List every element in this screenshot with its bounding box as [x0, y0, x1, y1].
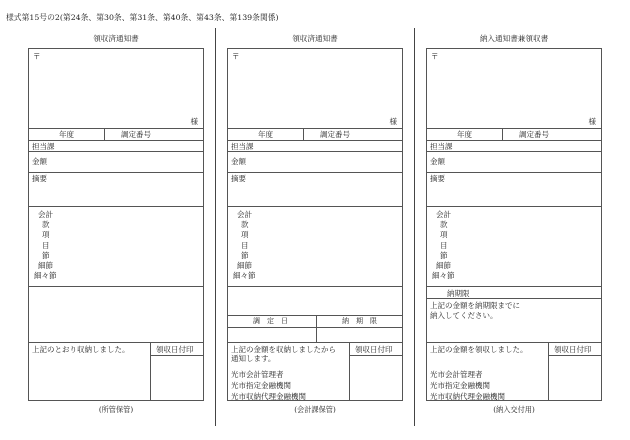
bank-line-1: 光市会計管理者: [231, 370, 284, 379]
department-label: 担当課: [231, 142, 254, 151]
amount-label: 金額: [32, 157, 47, 166]
kaikei-label: 会計: [38, 210, 53, 219]
moku-label: 目: [241, 241, 249, 250]
form-title: 納入通知書兼領収書: [479, 34, 549, 43]
received-note: 上記のとおり収納しました。: [32, 345, 130, 354]
received-note: 上記の金額を領収しました。: [430, 345, 528, 354]
saisaisetsu-label: 細々節: [432, 271, 455, 280]
receipt-stamp-label: 領収日付印: [156, 345, 194, 354]
setsu-label: 節: [42, 251, 50, 260]
fiscal-year-label: 年度: [457, 130, 472, 139]
column-divider: [215, 28, 216, 426]
summary-label: 摘要: [430, 174, 445, 183]
column-divider: [414, 28, 415, 426]
saisaisetsu-label: 細々節: [34, 271, 57, 280]
department-label: 担当課: [430, 142, 453, 151]
kou-label: 項: [440, 230, 448, 239]
postal-mark: 〒: [232, 52, 240, 61]
notice-line-1: 上記の金額を収納しましたから: [231, 345, 336, 354]
summary-label: 摘要: [32, 174, 47, 183]
payment-request-line-1: 上記の金額を納期限までに: [430, 301, 520, 310]
assessment-date-label: 調 定 日: [253, 317, 288, 325]
form-3: [426, 48, 602, 401]
bank-line-3: 光市収納代理金融機関: [430, 392, 505, 401]
assessment-number-label: 調定番号: [320, 130, 350, 139]
postal-mark: 〒: [33, 52, 41, 61]
amount-label: 金額: [430, 157, 445, 166]
postal-mark: 〒: [431, 52, 439, 61]
saisaisetsu-label: 細々節: [233, 271, 256, 280]
kou-label: 項: [241, 230, 249, 239]
kan-label: 款: [42, 220, 50, 229]
kan-label: 款: [241, 220, 249, 229]
bank-line-2: 光市指定金融機関: [430, 381, 490, 390]
form-title: 領収済通知書: [292, 34, 338, 43]
form-footer: (会計課保管): [294, 405, 336, 414]
assessment-number-label: 調定番号: [519, 130, 549, 139]
kaikei-label: 会計: [237, 210, 252, 219]
bank-line-1: 光市会計管理者: [430, 370, 483, 379]
notice-line-2: 通知します。: [231, 354, 276, 363]
form-footer: (所管保管): [98, 405, 134, 414]
deadline-label: 納 期 限: [342, 317, 377, 325]
saisetsu-label: 細節: [237, 261, 252, 270]
receipt-stamp-label: 領収日付印: [554, 345, 592, 354]
honorific: 様: [190, 117, 198, 126]
setsu-label: 節: [241, 251, 249, 260]
receipt-stamp-label: 領収日付印: [355, 345, 393, 354]
moku-label: 目: [440, 241, 448, 250]
form-title: 領収済通知書: [93, 34, 139, 43]
department-label: 担当課: [32, 142, 55, 151]
bank-line-3: 光市収納代理金融機関: [231, 392, 306, 401]
form-footer: (納入交付用): [493, 405, 535, 414]
saisetsu-label: 細節: [38, 261, 53, 270]
form-1: [28, 48, 204, 401]
deadline-label: 納期限: [447, 289, 470, 298]
kan-label: 款: [440, 220, 448, 229]
summary-label: 摘要: [231, 174, 246, 183]
moku-label: 目: [42, 241, 50, 250]
assessment-number-label: 調定番号: [121, 130, 151, 139]
bank-line-2: 光市指定金融機関: [231, 381, 291, 390]
honorific: 様: [389, 117, 397, 126]
amount-label: 金額: [231, 157, 246, 166]
payment-request-line-2: 納入してください。: [430, 311, 498, 320]
form-2: [227, 48, 403, 401]
setsu-label: 節: [440, 251, 448, 260]
fiscal-year-label: 年度: [258, 130, 273, 139]
honorific: 様: [588, 117, 596, 126]
kaikei-label: 会計: [436, 210, 451, 219]
form-header: 様式第15号の2(第24条、第30条、第31条、第40条、第43条、第139条関係): [6, 13, 279, 22]
kou-label: 項: [42, 230, 50, 239]
fiscal-year-label: 年度: [59, 130, 74, 139]
saisetsu-label: 細節: [436, 261, 451, 270]
